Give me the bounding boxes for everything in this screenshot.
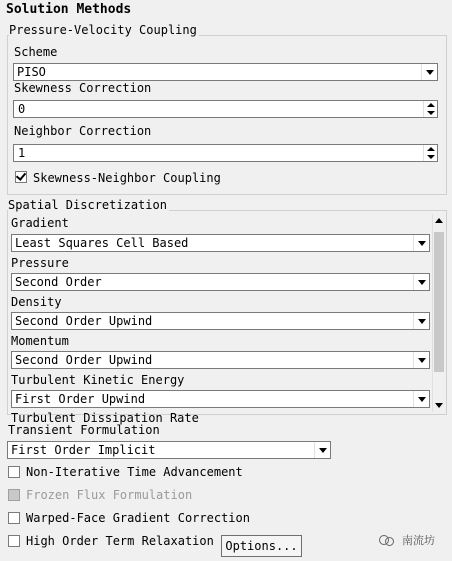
gradient-dropdown[interactable] [11, 234, 430, 252]
panel-title: Solution Methods [6, 2, 132, 17]
pressure-value: Second Order [15, 275, 102, 289]
pressure-label: Pressure [11, 256, 69, 270]
skewness-spinner[interactable] [13, 100, 438, 118]
scheme-value: PISO [17, 65, 46, 79]
chevron-down-icon[interactable] [413, 391, 429, 407]
non-iterative-checkbox[interactable] [8, 466, 20, 478]
pv-coupling-label: Pressure-Velocity Coupling [9, 23, 197, 37]
skewness-neighbor-checkbox[interactable] [15, 171, 27, 183]
density-value: Second Order Upwind [15, 314, 153, 328]
momentum-value: Second Order Upwind [15, 353, 153, 367]
spatial-scrollbar[interactable] [432, 214, 445, 412]
scroll-thumb[interactable] [434, 232, 444, 372]
chevron-down-icon[interactable] [413, 313, 429, 329]
options-button[interactable]: Options... [221, 535, 302, 557]
neighbor-label: Neighbor Correction [14, 124, 152, 138]
chevron-down-icon[interactable] [421, 64, 437, 80]
chevron-down-icon[interactable] [413, 235, 429, 251]
neighbor-spinner[interactable] [13, 144, 438, 162]
wechat-icon [379, 534, 397, 548]
frozen-flux-label: Frozen Flux Formulation [26, 488, 193, 502]
spatial-label: Spatial Discretization [8, 198, 167, 212]
warped-face-label: Warped-Face Gradient Correction [26, 511, 250, 525]
density-dropdown[interactable] [11, 312, 430, 330]
scheme-label: Scheme [14, 45, 58, 59]
scroll-up-icon[interactable] [435, 218, 443, 223]
spinner-arrows-icon[interactable] [423, 145, 437, 161]
chevron-down-icon[interactable] [413, 352, 429, 368]
scroll-down-icon[interactable] [435, 403, 443, 408]
momentum-label: Momentum [11, 334, 69, 348]
watermark-text: 南流坊 [402, 534, 435, 547]
high-order-label: High Order Term Relaxation [26, 534, 214, 548]
tke-label: Turbulent Kinetic Energy [11, 373, 185, 387]
skewness-neighbor-label: Skewness-Neighbor Coupling [33, 171, 221, 185]
pressure-dropdown[interactable] [11, 273, 430, 291]
transient-value: First Order Implicit [11, 443, 156, 457]
spatial-scroll-content [8, 214, 432, 425]
neighbor-value: 1 [18, 146, 26, 160]
tke-dropdown[interactable] [11, 390, 430, 408]
tke-value: First Order Upwind [15, 392, 146, 406]
skewness-label: Skewness Correction [14, 81, 152, 95]
tdr-label-partial: Turbulent Dissipation Rate [11, 411, 199, 425]
chevron-down-icon[interactable] [413, 274, 429, 290]
high-order-checkbox[interactable] [8, 535, 20, 547]
transient-label: Transient Formulation [8, 423, 160, 437]
scheme-dropdown[interactable] [13, 63, 438, 81]
warped-face-checkbox[interactable] [8, 512, 20, 524]
transient-dropdown[interactable] [7, 441, 331, 459]
density-label: Density [11, 295, 62, 309]
skewness-value: 0 [18, 102, 26, 116]
non-iterative-label: Non-Iterative Time Advancement [26, 465, 243, 479]
spinner-arrows-icon[interactable] [423, 101, 437, 117]
chevron-down-icon[interactable] [314, 442, 330, 458]
checkmark-icon [16, 170, 26, 181]
gradient-label: Gradient [11, 216, 69, 230]
gradient-value: Least Squares Cell Based [15, 236, 189, 250]
frozen-flux-checkbox [8, 489, 20, 501]
momentum-dropdown[interactable] [11, 351, 430, 369]
